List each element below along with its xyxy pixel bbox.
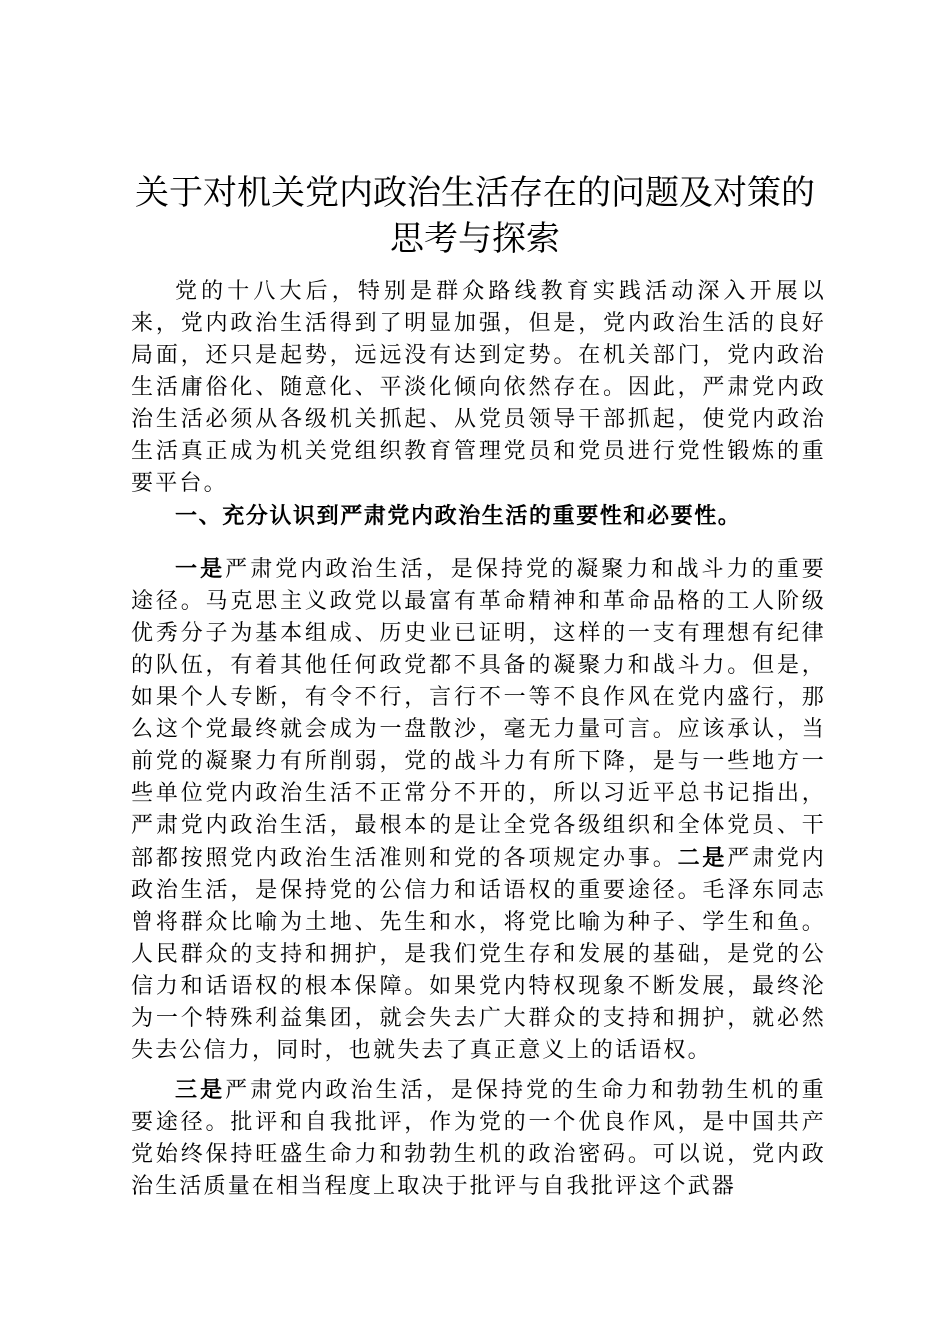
point-3-text: 严肃党内政治生活，是保持党的生命力和勃勃生机的重要途径。批评和自我批评，作为党的一个优良作风，是中国共产党始终保持旺盛生命力和勃勃生机的政治密码。可以说，党内政治生活质量在相当程度上取决于批评与自我批评这个武器 (131, 1078, 826, 1199)
point-2-text: 严肃党内政治生活，是保持党的公信力和话语权的重要途径。毛泽东同志曾将群众比喻为土地、先生和水，将党比喻为种子、学生和鱼。人民群众的支持和拥护，是我们党生存和发展的基础，是党的公信力和话语权的根本保障。如果党内特权现象不断发展，最终沦为一个特殊利益集团，就会失去广大群众的支持和拥护，就必然失去公信力，同时，也就失去了真正意义上的话语权。 (131, 846, 826, 1063)
intro-paragraph: 党的十八大后，特别是群众路线教育实践活动深入开展以来，党内政治生活得到了明显加强，但是，党内政治生活的良好局面，还只是起势，远远没有达到定势。在机关部门，党内政治生活庸俗化、随意化、平淡化倾向依然存在。因此，严肃党内政治生活必须从各级机关抓起、从党员领导干部抓起，使党内政治生活真正成为机关党组织教育管理党员和党员进行党性锻炼的重要平台。 (131, 279, 826, 496)
points-1-2-paragraph (131, 553, 826, 1067)
document-title (120, 170, 830, 262)
point-1-text: 严肃党内政治生活，是保持党的凝聚力和战斗力的重要途径。马克思主义政党以最富有革命精神和革命品格的工人阶级优秀分子为基本组成、历史业已证明，这样的一支有理想有纪律的队伍，有着其他任何政党都不具备的凝聚力和战斗力。但是，如果个人专断，有令不行，言行不一等不良作风在党内盛行，那么这个党最终就会成为一盘散沙，毫无力量可言。应该承认，当前党的凝聚力有所削弱，党的战斗力有所下降，是与一些地方一些单位党内政治生活不正常分不开的，所以习近平总书记指出，严肃党内政治生活，最根本的是让全党各级组织和全体党员、干部都按照党内政治生活准则和党的各项规定办事。 (131, 557, 826, 871)
section-1-heading: 一、充分认识到严肃党内政治生活的重要性和必要性。 (175, 503, 742, 529)
point-3-paragraph (131, 1074, 826, 1203)
point-1-lead: 一是 (175, 556, 226, 582)
point-3-lead: 三是 (175, 1077, 226, 1103)
title-line-1: 关于对机关党内政治生活存在的问题及对策的 (135, 173, 815, 213)
title-line-2: 思考与探索 (390, 219, 560, 259)
point-2-lead: 二是 (677, 845, 728, 871)
